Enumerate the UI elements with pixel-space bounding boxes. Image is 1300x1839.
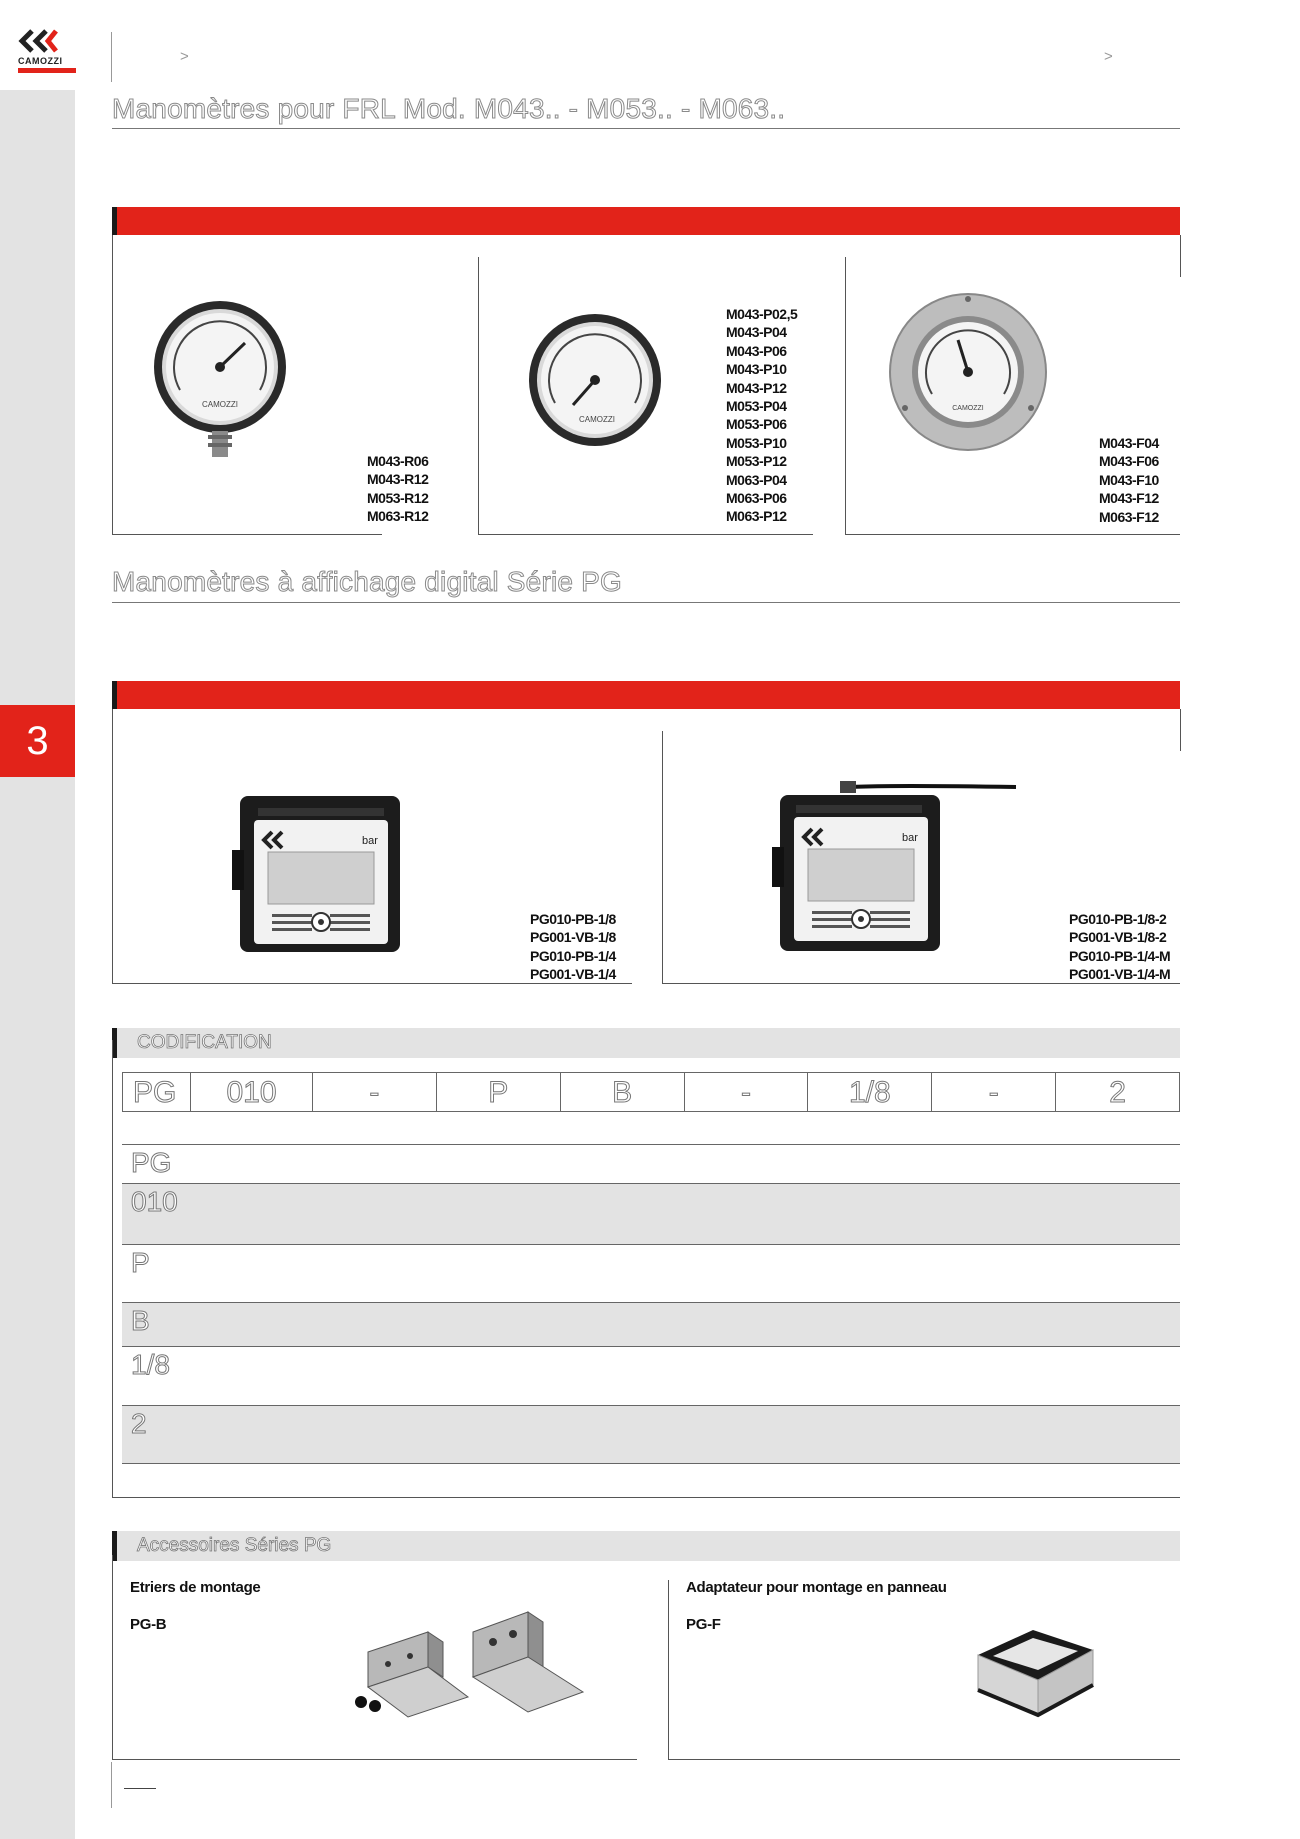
header-divider — [111, 32, 112, 82]
product-code: M043-P10 — [726, 361, 787, 378]
frame-line — [112, 1497, 1180, 1498]
frame-line — [1180, 235, 1181, 277]
product-codes-2 — [726, 305, 836, 526]
product-code: M043-F06 — [1099, 453, 1159, 470]
product-code: PG001-VB-1/8-2 — [1069, 929, 1167, 946]
code-segment: - — [931, 1073, 1055, 1111]
screen-unit-label: bar — [902, 832, 918, 844]
product-code: M063-F12 — [1099, 508, 1159, 525]
product-codes-1 — [367, 452, 467, 526]
svg-text:CAMOZZI: CAMOZZI — [952, 405, 984, 412]
accessory-title-adapter: Adaptateur pour montage en panneau — [686, 1579, 947, 1596]
code-segment: PG — [122, 1073, 190, 1111]
legend-key: 1/8 — [131, 1349, 170, 1380]
frame-line — [668, 1580, 669, 1760]
product-image-back-gauge — [525, 310, 665, 450]
accessory-title-brackets: Etriers de montage — [130, 1579, 261, 1596]
breadcrumb-right: > — [1104, 48, 1113, 65]
product-code: M043-R12 — [367, 471, 429, 488]
brand-name: CAMOZZI — [18, 56, 63, 66]
frame-line — [845, 534, 1180, 535]
codification-legend-row — [122, 1405, 1180, 1464]
product-image-panel-adapter — [958, 1620, 1108, 1735]
product-code: PG001-VB-1/8 — [530, 929, 616, 946]
product-image-digital-gauge — [232, 780, 407, 955]
footer-divider — [111, 1762, 112, 1808]
product-code: PG010-PB-1/8 — [530, 911, 616, 927]
product-code: PG001-VB-1/4 — [530, 966, 616, 983]
frame-line — [1180, 709, 1181, 751]
codification-legend-row — [122, 1346, 1180, 1405]
product-code: M053-P10 — [726, 434, 787, 451]
frame-line — [112, 534, 382, 535]
svg-text:CAMOZZI: CAMOZZI — [202, 400, 238, 409]
footer-dash — [124, 1788, 156, 1789]
section-title-pg: Manomètres à affichage digital Série PG — [112, 566, 622, 597]
product-codes-5 — [1069, 910, 1179, 984]
legend-key: P — [131, 1247, 150, 1278]
legend-key: PG — [131, 1147, 172, 1178]
product-code: PG010-PB-1/4 — [530, 947, 616, 964]
product-code: M043-P04 — [726, 324, 787, 341]
product-codes-3 — [1099, 434, 1179, 526]
code-segment: P — [436, 1073, 560, 1111]
camozzi-logo-icon — [18, 28, 76, 56]
product-code: M043-R06 — [367, 453, 429, 469]
legend-key: 2 — [131, 1408, 147, 1439]
chapter-tab — [0, 705, 75, 777]
frame-line — [478, 257, 479, 535]
product-image-rear-gauge — [150, 295, 290, 465]
code-segment: 010 — [190, 1073, 312, 1111]
digital-gauge-icon — [232, 780, 407, 955]
accessory-code-adapter: PG-F — [686, 1616, 721, 1633]
product-code: PG010-PB-1/8-2 — [1069, 911, 1167, 927]
product-band-frl — [112, 207, 1180, 235]
code-segment: - — [312, 1073, 436, 1111]
mounting-bracket-icon — [348, 1592, 598, 1727]
product-code: M043-F12 — [1099, 490, 1159, 507]
product-image-flange-gauge — [888, 292, 1048, 452]
legend-key: B — [131, 1305, 150, 1336]
panel-adapter-icon — [958, 1620, 1108, 1735]
legend-key: 010 — [131, 1186, 178, 1217]
frame-line — [112, 235, 113, 535]
frame-line — [845, 257, 846, 535]
codification-legend-row — [122, 1244, 1180, 1303]
accessories-heading: Accessoires Séries PG — [112, 1531, 1180, 1561]
frame-line — [112, 1555, 113, 1760]
product-code: M053-P04 — [726, 398, 787, 415]
svg-text:CAMOZZI: CAMOZZI — [579, 415, 615, 424]
pressure-gauge-icon — [525, 310, 665, 450]
product-code: M053-P12 — [726, 453, 787, 470]
code-segment: 1/8 — [807, 1073, 931, 1111]
frame-line — [112, 1759, 637, 1760]
product-code: PG001-VB-1/4-M — [1069, 966, 1171, 983]
codification-legend-row — [122, 1302, 1180, 1346]
codification-legend-row — [122, 1144, 1180, 1184]
section-rule-pg — [112, 602, 1180, 603]
product-code: M043-F04 — [1099, 435, 1159, 451]
pressure-gauge-icon — [888, 292, 1048, 452]
product-code: M063-R12 — [367, 508, 429, 525]
product-code: M043-P06 — [726, 342, 787, 359]
section-rule-frl — [112, 128, 1180, 129]
frame-line — [662, 731, 663, 984]
product-image-digital-gauge-cable — [770, 775, 1020, 955]
frame-line — [478, 534, 813, 535]
product-code: M053-R12 — [367, 489, 429, 506]
product-band-pg — [112, 681, 1180, 709]
code-segment: 2 — [1055, 1073, 1179, 1111]
screen-unit-label: bar — [362, 835, 378, 847]
codification-example — [122, 1072, 1180, 1112]
product-code: M063-P12 — [726, 508, 787, 525]
product-codes-4 — [530, 910, 640, 984]
digital-gauge-cable-icon — [770, 775, 1020, 955]
code-segment: B — [560, 1073, 684, 1111]
breadcrumb-left: > — [180, 48, 189, 65]
side-band — [0, 90, 75, 1839]
codification-heading: CODIFICATION — [112, 1028, 1180, 1058]
product-code: M053-P06 — [726, 416, 787, 433]
frame-line — [668, 1759, 1180, 1760]
product-code: M043-P12 — [726, 379, 787, 396]
product-image-mounting-brackets — [348, 1592, 598, 1727]
chapter-number: 3 — [26, 718, 49, 763]
code-segment: - — [684, 1073, 808, 1111]
brand-logo — [18, 28, 76, 76]
product-code: M043-F10 — [1099, 471, 1159, 488]
pressure-gauge-icon — [150, 295, 290, 465]
product-code: M063-P06 — [726, 490, 787, 507]
frame-line — [112, 1040, 113, 1497]
accessory-code-brackets: PG-B — [130, 1616, 167, 1633]
product-code: M043-P02,5 — [726, 306, 798, 322]
frame-line — [112, 709, 113, 984]
codification-legend-row — [122, 1183, 1180, 1244]
section-title-frl: Manomètres pour FRL Mod. M043.. - M053.. - M063.. — [112, 93, 786, 124]
product-code: PG010-PB-1/4-M — [1069, 947, 1171, 964]
brand-underline — [18, 68, 76, 73]
product-code: M063-P04 — [726, 471, 787, 488]
